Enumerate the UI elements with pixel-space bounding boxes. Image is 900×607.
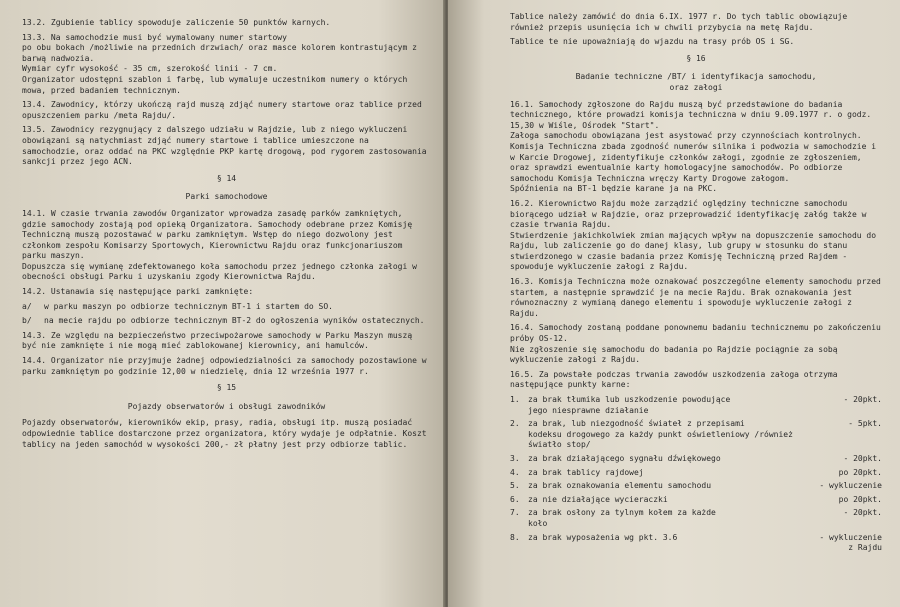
- list-item-marker: b/: [22, 316, 32, 326]
- penalty-row: [510, 481, 882, 492]
- paragraph-13-5: 13.5. Zawodnicy rezygnujący z dalszego udziału w Rajdzie, lub z niego wykluczeni obowiązani są natychmiast zdjąć numery startowe i tablice umieszczone na samochodzie, oraz oddać na PKC względnie PKP kartę drogową, pod rygorem zastosowania sankcji przez jego ACN.: [22, 125, 427, 167]
- list-item-text: na mecie rajdu po odbiorze technicznym BT-2 do ogłoszenia wyników ostatecznych.: [44, 316, 425, 326]
- penalty-description: za brak osłony za tylnym kołem za każde koło: [528, 508, 716, 528]
- penalty-description: za nie działające wycieraczki: [528, 494, 668, 504]
- penalty-value: - 20pkt.: [843, 395, 882, 404]
- list-item: [22, 316, 431, 327]
- paragraph-14-3: 14.3. Ze względu na bezpieczeństwo przeciwpożarowe samochody w Parku Maszyn muszą być nie zamknięte i nie mogą mieć zablokowanej kierownicy, ani hamulców.: [22, 330, 413, 351]
- paragraph-16-5: 16.5. Za powstałe podczas trwania zawodów uszkodzenia załoga otrzyma następujące punkty karne:: [510, 369, 838, 390]
- paragraph-plates-order: Tablice należy zamówić do dnia 6.IX. 1977 r. Do tych tablic obowiązuje również przepis usunięcia ich w chwili przybycia na metę Rajdu.: [510, 12, 848, 32]
- penalty-row: [510, 454, 882, 465]
- penalty-value: - 5pkt.: [848, 419, 882, 429]
- penalty-number: 3.: [510, 453, 520, 463]
- list-item-text: w parku maszyn po odbiorze technicznym BT-1 i startem do SO.: [44, 301, 333, 311]
- paragraph-14-1: 14.1. W czasie trwania zawodów Organizator wprowadza zasadę parków zamkniętych, gdzie samochody zostają pod opieką Organizatora. Samochody odebrane przez Komisję Techniczną muszą pozostawać w parku zamkniętym. Wstęp do niego dozwolony jest członkom zespołu Komisarzy Sportowych, Kierownictwu Rajdu oraz funkcjonariuszom parku maszyn. Dopuszcza się wymianę zdefektowanego koła samochodu przez jednego członka załogi w obecności obsługi Parku i uzyskaniu zgody Kierownictwa Rajdu.: [22, 208, 417, 282]
- penalty-description: za brak tłumika lub uszkodzenie powodujące jego niesprawne działanie: [528, 395, 731, 415]
- penalty-number: 6.: [510, 494, 520, 504]
- penalty-row: [510, 533, 882, 554]
- penalty-number: 2.: [510, 419, 520, 429]
- penalty-row: [510, 468, 882, 479]
- penalty-row: [510, 419, 882, 451]
- paragraph-13-3: 13.3. Na samochodzie musi być wymalowany numer startowy po obu bokach /możliwie na przednich drzwiach/ oraz masce kolorem kontrastującym z barwą nadwozia. Wymiar cyfr wysokość - 35 cm, szerokość linii - 7 cm. Organizator udostępni szablon i farbę, lub wymaluje uczestnikom numery o których mowa, przed badaniem technicznym.: [22, 32, 417, 95]
- penalty-number: 7.: [510, 508, 520, 518]
- penalty-row: [510, 395, 882, 416]
- penalty-value: - wykluczenie: [819, 481, 882, 491]
- paragraph-13-2: 13.2. Zgubienie tablicy spowoduje zaliczenie 50 punktów karnych.: [22, 18, 331, 27]
- section-16-heading: Badanie techniczne /BT/ i identyfikacja samochodu, oraz załogi: [575, 72, 817, 92]
- penalty-value: - 20pkt.: [843, 453, 882, 463]
- section-14-number: § 14: [216, 173, 237, 183]
- paragraph-14-4: 14.4. Organizator nie przyjmuje żadnej odpowiedzialności za samochody pozostawione w parku zamkniętym po godzinie 12,00 w niedzielę, dnia 12 września 1977 r.: [22, 356, 427, 376]
- paragraph-16-2: 16.2. Kierownictwo Rajdu może zarządzić oględziny techniczne samochodu biorącego udział w Rajdzie, oraz przeprowadzić identyfikację załóg także w czasie trwania Rajdu. Stwierdzenie jakichkolwiek zmian mających wpływ na dopuszczenie samochodu do Rajdu, lub zaliczenie go do danej klasy, lub grupy w stosunku do stanu stwierdzonego w czasie badania przez Komisję Techniczną przed Rajdem - spowoduje wykluczenie załogi z Rajdu.: [510, 198, 877, 272]
- paragraph-plates-note: Tablice te nie upoważniają do wjazdu na trasy prób OS i SG.: [510, 37, 795, 47]
- penalty-number: 5.: [510, 481, 520, 491]
- penalty-description: za brak tablicy rajdowej: [528, 467, 644, 477]
- penalty-list: [510, 395, 882, 554]
- section-14-heading: Parki samochodowe: [185, 192, 268, 202]
- penalty-description: za brak wyposażenia wg pkt. 3.6: [528, 532, 678, 542]
- penalty-number: 4.: [510, 467, 520, 477]
- paragraph-16-4: 16.4. Samochody zostaną poddane ponownemu badaniu technicznemu po zakończeniu próby OS-12. Nie zgłoszenie się samochodu do badania po Rajdzie pociągnie za sobą wykluczenie załogi z Rajdu.: [510, 323, 881, 365]
- right-page: [448, 0, 900, 607]
- paragraph-16-1: 16.1. Samochody zgłoszone do Rajdu muszą być przedstawione do badania technicznego, które prowadzi komisja techniczna w dniu 9.09.1977 r. o godz. 15,30 w Wiśle, Ośrodek "Start". Załoga samochodu obowiązana jest asystować przy czynnościach kontrolnych. Komisja Techniczna zbada zgodność numerów silnika i podwozia w samochodzie i w Karcie Drogowej, zidentyfikuje członków załogi, zgodnie ze zgłoszeniem, oraz sprawdzi ewentualnie karty homologacyjne samochodów. Po odbiorze samochodu Komisja Techniczna wręczy Karty Drogowe załogom. Spóźnienia na BT-1 będzie karane ja na PKC.: [510, 99, 877, 194]
- penalty-row: [510, 508, 882, 529]
- list-item-marker: a/: [22, 301, 32, 311]
- list-item: [22, 302, 431, 313]
- penalty-description: za brak, lub niezgodność świateł z przepisami kodeksu drogowego za każdy punkt oświetleniowy /również światło stop/: [528, 419, 793, 450]
- penalty-description: za brak działającego sygnału dźwiękowego: [528, 453, 721, 463]
- paragraph-15: Pojazdy obserwatorów, kierowników ekip, prasy, radia, obsługi itp. muszą posiadać odpowiednie tablice dostarczone przez organizatora, który wydaje je odpłatnie. Koszt tablicy na jeden samochód w wysokości 200,- zł płatny jest przy odbiorze tablic.: [22, 418, 427, 449]
- penalty-description: za brak oznakowania elementu samochodu: [528, 481, 712, 491]
- paragraph-16-3: 16.3. Komisja Techniczna może oznakować poszczególne elementy samochodu przed startem, a następnie sprawdzić je na mecie Rajdu. Brak oznakowania jest równoznaczny z wymianą danego elementu i spowoduje wykluczenie załogi z Rajdu.: [510, 277, 881, 318]
- penalty-value: - 20pkt.: [843, 508, 882, 518]
- penalty-value: po 20pkt.: [838, 467, 882, 477]
- section-15-heading: Pojazdy obserwatorów i obsługi zawodników: [127, 401, 326, 411]
- penalty-row: [510, 495, 882, 506]
- penalty-value: po 20pkt.: [838, 494, 882, 504]
- left-page: [0, 0, 445, 607]
- paragraph-14-2: 14.2. Ustanawia się następujące parki zamknięte:: [22, 287, 254, 297]
- paragraph-13-4: 13.4. Zawodnicy, którzy ukończą rajd muszą zdjąć numery startowe oraz tablice przed opuszczeniem parku /meta Rajdu/.: [22, 100, 422, 120]
- penalty-value: - wykluczenie z Rajdu: [819, 532, 882, 553]
- section-15-number: § 15: [216, 383, 237, 393]
- penalty-number: 8.: [510, 532, 520, 542]
- penalty-number: 1.: [510, 395, 520, 404]
- section-16-number: § 16: [686, 53, 706, 63]
